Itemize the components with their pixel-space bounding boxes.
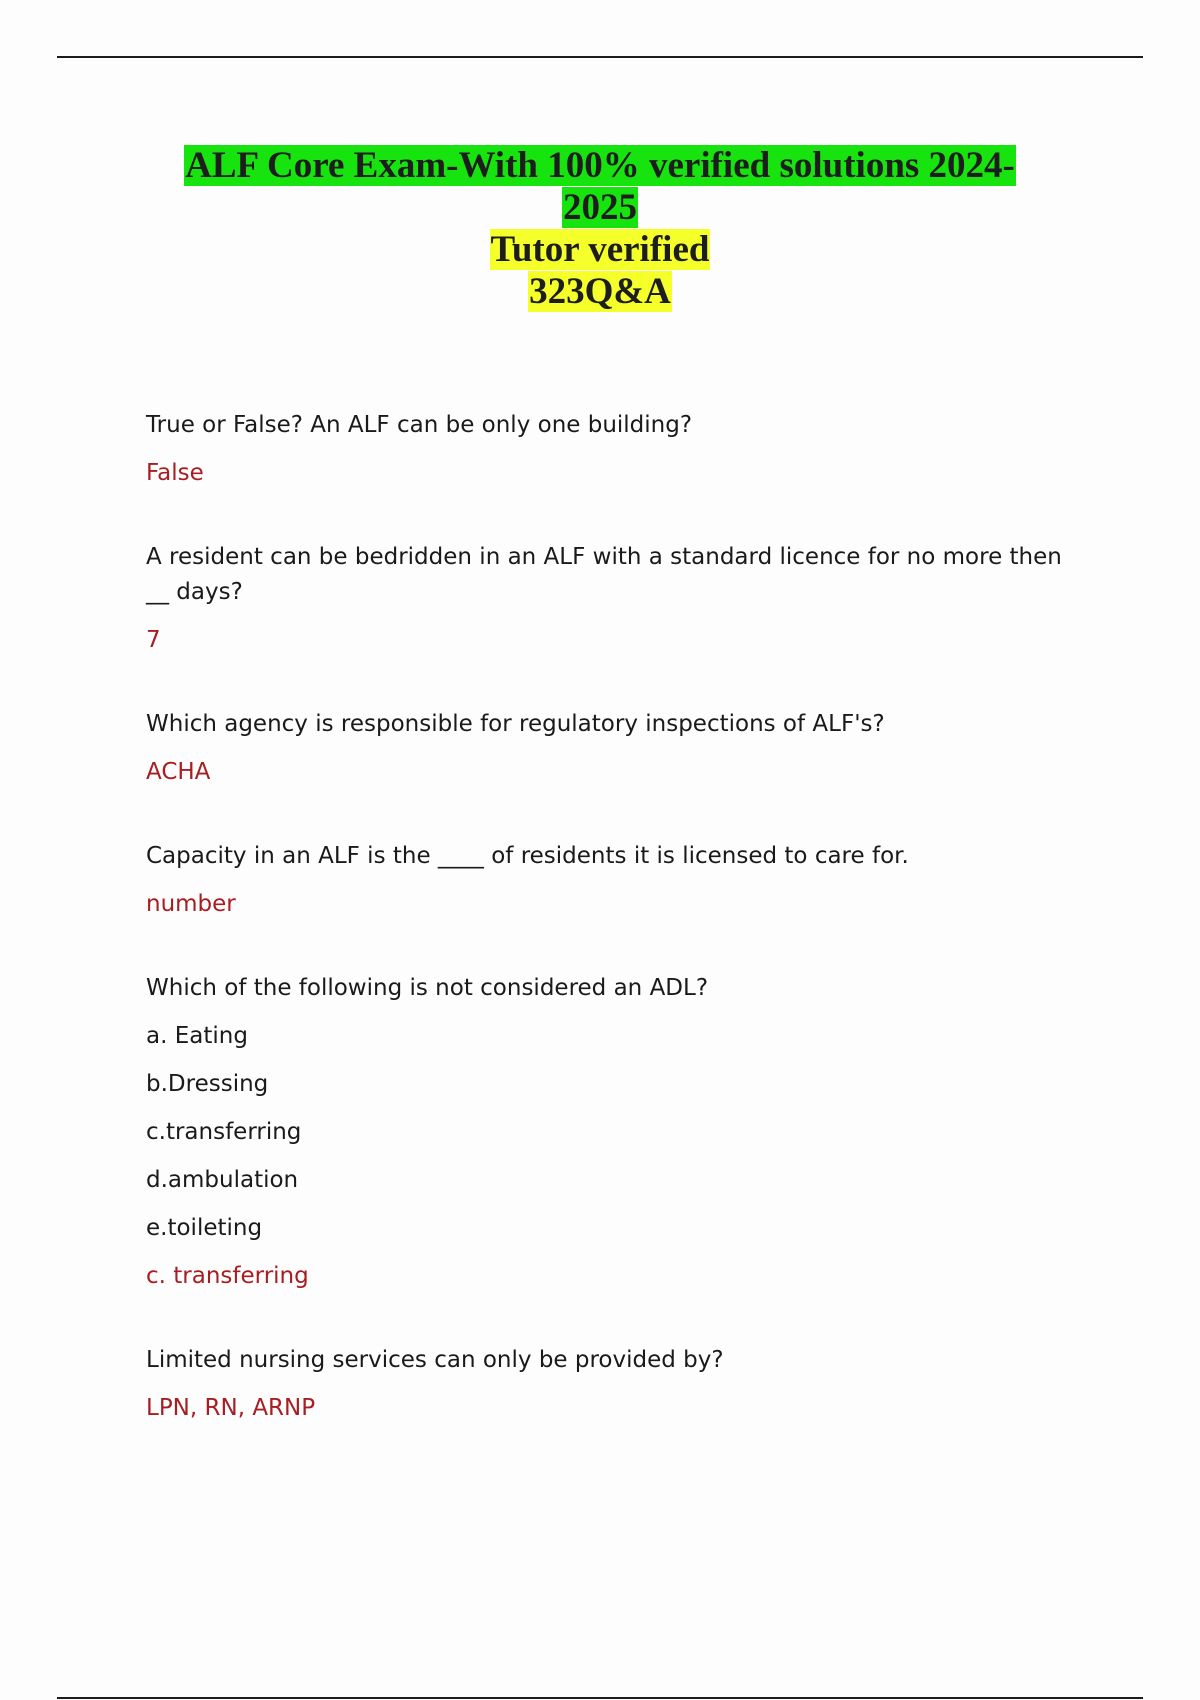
question-text: Which of the following is not considered an ADL? xyxy=(146,975,709,1001)
answer-option: b.Dressing xyxy=(146,1071,269,1097)
answer-option: a. Eating xyxy=(146,1023,248,1049)
qa-item xyxy=(146,839,1066,922)
question-text: Which agency is responsible for regulatory inspections of ALF's? xyxy=(146,711,885,737)
qa-item xyxy=(146,1343,1066,1426)
qa-item xyxy=(146,707,1066,790)
question-text: A resident can be bedridden in an ALF with a standard licence for no more then __ days? xyxy=(146,544,1062,605)
qa-item xyxy=(146,540,1066,658)
title-line-2: 2025 xyxy=(563,187,637,228)
footer-rule xyxy=(57,1697,1143,1699)
answer-text: ACHA xyxy=(146,759,211,785)
qa-item xyxy=(146,408,1066,491)
answer-text: number xyxy=(146,891,236,917)
question-text: Capacity in an ALF is the ____ of residents it is licensed to care for. xyxy=(146,843,909,869)
question-text: Limited nursing services can only be provided by? xyxy=(146,1347,724,1373)
document-title xyxy=(0,145,1200,313)
qa-item xyxy=(146,971,1066,1294)
header-rule xyxy=(57,56,1143,58)
answer-text: LPN, RN, ARNP xyxy=(146,1395,316,1421)
qa-list xyxy=(146,408,1066,1475)
answer-text: False xyxy=(146,460,204,486)
title-line-1: ALF Core Exam-With 100% verified solutions 2024- xyxy=(185,145,1015,186)
answer-option: e.toileting xyxy=(146,1215,263,1241)
title-subtitle: Tutor verified xyxy=(490,229,710,270)
answer-option: c.transferring xyxy=(146,1119,302,1145)
question-text: True or False? An ALF can be only one building? xyxy=(146,412,693,438)
answer-text: c. transferring xyxy=(146,1263,309,1289)
title-count: 323Q&A xyxy=(529,271,671,312)
answer-text: 7 xyxy=(146,627,161,653)
answer-option: d.ambulation xyxy=(146,1167,299,1193)
